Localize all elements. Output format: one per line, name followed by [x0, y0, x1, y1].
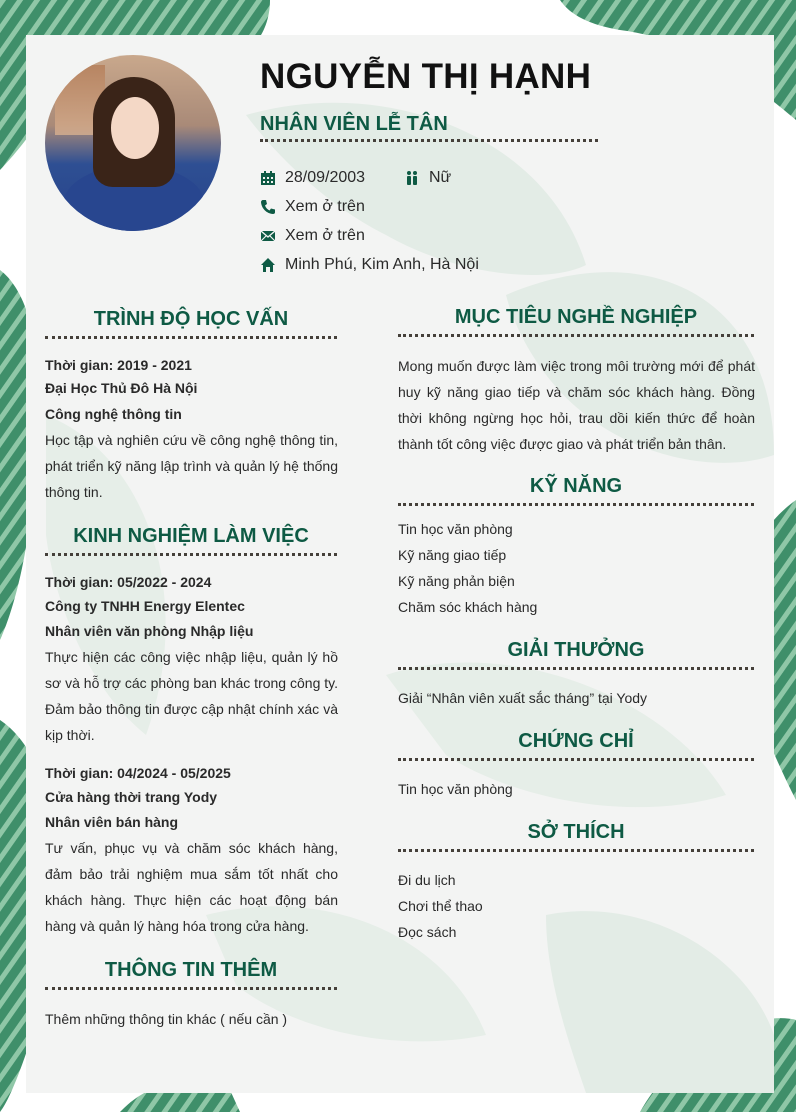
experience-title: KINH NGHIỆM LÀM VIỆC	[73, 525, 309, 547]
objective-divider	[398, 334, 754, 337]
additional-divider	[45, 987, 337, 990]
skills-title: KỸ NĂNG	[529, 475, 623, 497]
job-position: Nhân viên văn phòng Nhập liệu	[45, 623, 254, 639]
address-text: Minh Phú, Kim Anh, Hà Nội	[285, 256, 479, 273]
awards-divider	[398, 667, 754, 670]
certificates-title: CHỨNG CHỈ	[518, 730, 634, 752]
avatar	[45, 55, 221, 231]
education-period: Thời gian: 2019 - 2021	[45, 357, 192, 373]
skill-item: Tin học văn phòng	[398, 521, 513, 537]
certificates-divider	[398, 758, 754, 761]
email-row	[260, 227, 365, 245]
job-period: Thời gian: 05/2022 - 2024	[45, 574, 212, 590]
skills-divider	[398, 503, 754, 506]
job-position: Nhân viên bán hàng	[45, 814, 179, 830]
education-divider	[45, 336, 337, 339]
job-period: Thời gian: 04/2024 - 05/2025	[45, 765, 231, 781]
gender-row	[404, 169, 451, 187]
phone-text: Xem ở trên	[285, 198, 365, 215]
job-description: Tư vấn, phục vụ và chăm sóc khách hàng, đảm bảo trải nghiệm mua sắm tốt nhất cho khách hàng. Thực hiện các hoạt động bán hàng và quản lý hàng hóa trong cửa hàng.	[45, 840, 338, 934]
additional-title: THÔNG TIN THÊM	[104, 959, 278, 981]
phone-row	[260, 198, 365, 216]
education-major: Công nghệ thông tin	[45, 406, 182, 422]
email-text: Xem ở trên	[285, 227, 365, 244]
address-row	[260, 256, 479, 274]
awards-title: GIẢI THƯỞNG	[507, 639, 645, 661]
hobbies-title: SỞ THÍCH	[527, 821, 625, 843]
resume-card	[26, 35, 774, 1093]
candidate-name: NGUYỄN THỊ HẠNH	[260, 57, 592, 96]
job-company: Cửa hàng thời trang Yody	[45, 789, 218, 805]
experience-divider	[45, 553, 337, 556]
award-item: Giải “Nhân viên xuất sắc tháng” tại Yody	[398, 690, 648, 706]
education-title: TRÌNH ĐỘ HỌC VẤN	[93, 308, 289, 330]
hobby-item: Chơi thể thao	[398, 898, 483, 914]
hobbies-divider	[398, 849, 754, 852]
envelope-icon	[260, 228, 276, 244]
additional-text: Thêm những thông tin khác ( nếu cần )	[45, 1011, 288, 1027]
home-icon	[260, 257, 276, 273]
job-title: NHÂN VIÊN LỄ TÂN	[260, 113, 448, 135]
skill-item: Kỹ năng phản biện	[398, 573, 515, 589]
education-school: Đại Học Thủ Đô Hà Nội	[45, 380, 198, 396]
phone-icon	[260, 199, 276, 215]
objective-title: MỤC TIÊU NGHỀ NGHIỆP	[454, 306, 698, 328]
title-divider	[260, 139, 598, 142]
education-description: Học tập và nghiên cứu về công nghệ thông tin, phát triển kỹ năng lập trình và quản lý hệ thống thông tin.	[45, 432, 338, 500]
people-icon	[404, 170, 420, 186]
skill-item: Kỹ năng giao tiếp	[398, 547, 507, 563]
calendar-icon	[260, 170, 276, 186]
hobby-item: Đi du lịch	[398, 872, 456, 888]
birthdate-text: 28/09/2003	[285, 169, 366, 186]
job-company: Công ty TNHH Energy Elentec	[45, 598, 245, 614]
certificate-item: Tin học văn phòng	[398, 781, 513, 797]
objective-text: Mong muốn được làm việc trong môi trường mới để phát huy kỹ năng giao tiếp và chăm sóc khách hàng. Đồng thời không ngừng học hỏi, trau dồi kiến thức để hoàn thành tốt công việc được giao và phát triển bản thân.	[398, 358, 755, 452]
skill-item: Chăm sóc khách hàng	[398, 599, 538, 615]
birthdate-row	[260, 169, 365, 187]
gender-text: Nữ	[429, 169, 452, 186]
hobby-item: Đọc sách	[398, 924, 457, 940]
job-description: Thực hiện các công việc nhập liệu, quản lý hồ sơ và hỗ trợ các phòng ban khác trong công ty. Đảm bảo thông tin được cập nhật chính xác và kịp thời.	[45, 649, 338, 743]
